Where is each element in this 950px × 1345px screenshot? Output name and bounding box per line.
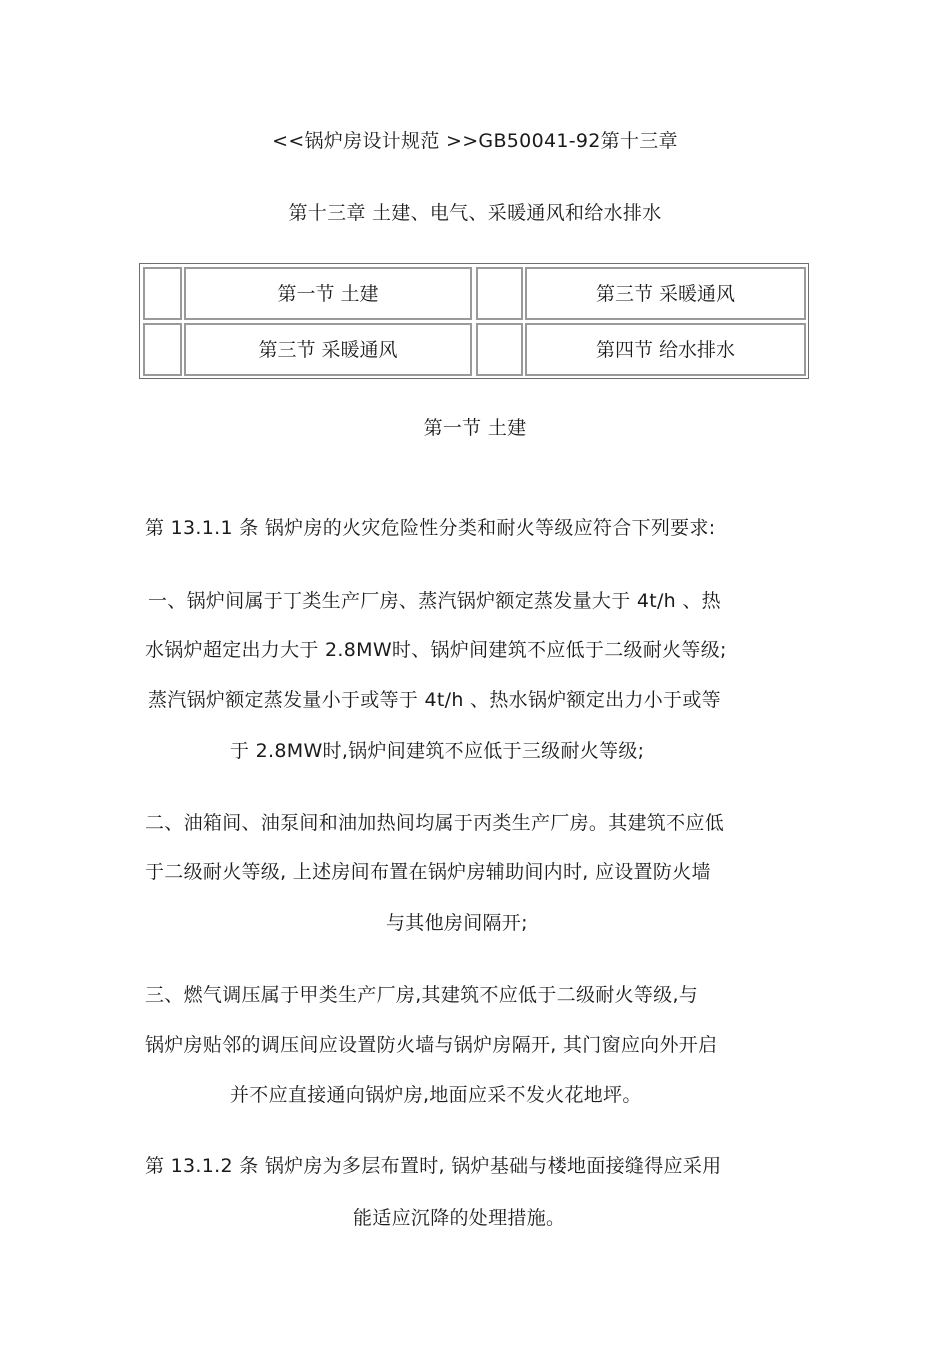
nav-link-section-1[interactable]: 第一节 土建 — [184, 267, 472, 320]
chapter-heading: 第十三章 土建、电气、采暖通风和给水排水 — [288, 202, 662, 224]
article-item-3-line-2: 锅炉房贴邻的调压间应设置防火墙与锅炉房隔开, 其门窗应向外开启 — [145, 1034, 718, 1056]
article-item-2-line-1: 二、油箱间、油泵间和油加热间均属于丙类生产厂房。其建筑不应低 — [145, 812, 725, 834]
nav-table-spacer-cell — [476, 323, 523, 376]
article-item-1-line-1: 一、锅炉间属于丁类生产厂房、蒸汽锅炉额定蒸发量大于 4t/h 、热 — [148, 590, 721, 612]
article-13-1-1-intro: 第 13.1.1 条 锅炉房的火灾危险性分类和耐火等级应符合下列要求: — [145, 517, 716, 539]
nav-link-section-3[interactable]: 第三节 采暖通风 — [184, 323, 472, 376]
article-item-1-line-2: 水锅炉超定出力大于 2.8MW时、锅炉间建筑不应低于二级耐火等级; — [145, 639, 727, 661]
nav-table-spacer-cell — [476, 267, 523, 320]
nav-link-section-2[interactable]: 第三节 采暖通风 — [525, 267, 806, 320]
nav-link-section-4[interactable]: 第四节 给水排水 — [525, 323, 806, 376]
article-item-1-line-4: 于 2.8MW时,锅炉间建筑不应低于三级耐火等级; — [230, 740, 645, 762]
section-nav-table — [139, 263, 809, 379]
article-item-2-line-2: 于二级耐火等级, 上述房间布置在锅炉房辅助间内时, 应设置防火墙 — [145, 861, 711, 883]
article-item-1-line-3: 蒸汽锅炉额定蒸发量小于或等于 4t/h 、热水锅炉额定出力小于或等 — [148, 689, 721, 711]
nav-table-spacer-cell — [143, 323, 182, 376]
article-13-1-2-line-2: 能适应沉降的处理措施。 — [353, 1207, 566, 1229]
article-item-3-line-3: 并不应直接通向锅炉房,地面应采不发火花地坪。 — [230, 1084, 642, 1106]
article-13-1-2-line-1: 第 13.1.2 条 锅炉房为多层布置时, 锅炉基础与楼地面接缝得应采用 — [145, 1155, 722, 1177]
article-item-2-line-3: 与其他房间隔开; — [386, 912, 528, 934]
section-heading: 第一节 土建 — [423, 417, 527, 439]
nav-table-spacer-cell — [143, 267, 182, 320]
article-item-3-line-1: 三、燃气调压属于甲类生产厂房,其建筑不应低于二级耐火等级,与 — [145, 984, 699, 1006]
document-title: <<锅炉房设计规范 >>GB50041-92第十三章 — [272, 130, 678, 152]
